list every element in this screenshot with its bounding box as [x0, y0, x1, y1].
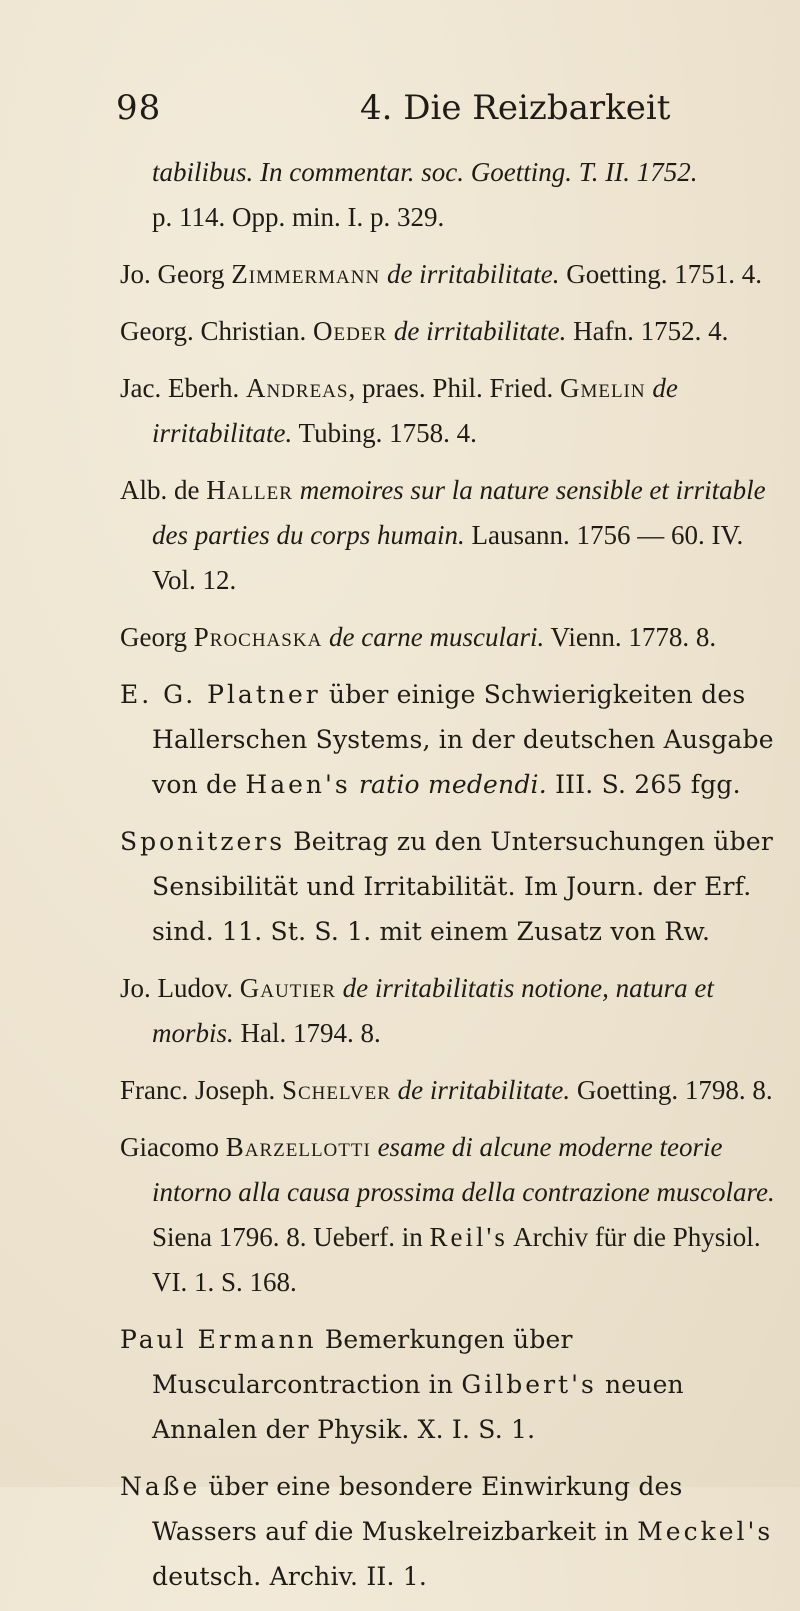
- entry-text: über einige Schwierigkeiten des Hallerschen Systems, in der deutschen Ausgabe von de: [152, 680, 774, 799]
- bibliography-entry: [120, 252, 790, 297]
- entry-text: p. 114. Opp. min. I. p. 329.: [152, 202, 445, 232]
- entry-text: Beitrag zu den Untersuchungen über Sensibilität und Irritabilität. Im Journ. der Erf. sind. 11. St. S. 1. mit einem Zusatz von Rw.: [152, 827, 774, 946]
- bibliography-list: [120, 150, 790, 1611]
- entry-text: Bemerkungen über Muscularcontraction in: [152, 1325, 573, 1399]
- entry-imprint: 1751. 4.: [674, 259, 762, 289]
- author-name: E. G. Platner: [120, 680, 321, 709]
- bibliography-entry: [120, 672, 790, 807]
- entry-imprint: Goetting.: [566, 259, 668, 289]
- entry-imprint: Hafn.: [573, 316, 634, 346]
- entry-title: ratio medendi.: [358, 770, 547, 799]
- entry-imprint: Vienn. 1778. 8.: [550, 622, 717, 652]
- author-first: Franc. Joseph.: [120, 1075, 276, 1105]
- author-first: Georg. Christian.: [120, 316, 307, 346]
- author-first: Georg: [120, 622, 187, 652]
- entry-title: de irritabilitate.: [393, 316, 567, 346]
- bibliography-entry: [120, 1125, 790, 1305]
- entry-imprint: Goetting. 1798. 8.: [576, 1075, 773, 1105]
- entry-imprint: Siena 1796. 8.: [152, 1222, 307, 1252]
- author-first: Jac. Eberh.: [120, 373, 240, 403]
- bibliography-entry: [120, 309, 790, 354]
- bibliography-entry: [120, 819, 790, 954]
- author-name: Sponitzers: [120, 827, 286, 856]
- author-name: Naße: [120, 1472, 201, 1501]
- page-number: 98: [116, 88, 162, 128]
- bibliography-entry: [120, 615, 790, 660]
- author-last: Zimmermann: [231, 259, 381, 289]
- entry-text: neuen Annalen der Physik. X. I. S. 1.: [152, 1370, 684, 1444]
- author-name: Gilbert's: [461, 1370, 597, 1399]
- author-first: Giacomo: [120, 1132, 219, 1162]
- author-name: Meckel's: [637, 1517, 774, 1546]
- bibliography-entry: [120, 468, 790, 603]
- entry-title: de irritabilitate.: [152, 373, 678, 448]
- entry-title: de irritabilitatis notione, natura et morbis.: [152, 973, 714, 1048]
- author-name: Paul Ermann: [120, 1325, 317, 1354]
- entry-text: tabilibus. In commentar. soc. Goetting. T. II. 1752.: [152, 157, 698, 187]
- author-name: Reil's: [429, 1222, 508, 1252]
- entry-title: esame di alcune moderne teorie intorno alla causa prossima della contrazione muscolare.: [152, 1132, 775, 1207]
- entry-title: de irritabilitate.: [386, 259, 560, 289]
- bibliography-entry-continuation: [120, 150, 790, 240]
- author-last: Prochaska: [193, 622, 323, 652]
- entry-text: deutsch. Archiv. II. 1.: [152, 1562, 428, 1591]
- entry-text: , praes. Phil. Fried.: [348, 373, 554, 403]
- entry-imprint: 1752. 4.: [640, 316, 729, 346]
- bibliography-entry: [120, 1464, 790, 1599]
- author-last: Andreas: [245, 373, 349, 403]
- entry-note: Ueberf. in: [313, 1222, 423, 1252]
- author-first: Jo. Georg: [120, 259, 225, 289]
- bibliography-entry: [120, 1068, 790, 1113]
- author-last: Barzellotti: [225, 1132, 371, 1162]
- author-last: Gautier: [239, 973, 336, 1003]
- entry-note: Archiv für die Physiol. VI. 1. S. 168.: [152, 1222, 761, 1297]
- author-first: Jo. Ludov.: [120, 973, 233, 1003]
- entry-imprint: Lausann. 1756 — 60. IV. Vol. 12.: [152, 520, 744, 595]
- bibliography-entry: [120, 366, 790, 456]
- entry-imprint: Hal. 1794. 8.: [240, 1018, 381, 1048]
- entry-title: de irritabilitate.: [397, 1075, 571, 1105]
- author-last: Schelver: [281, 1075, 391, 1105]
- bibliography-entry: [120, 1317, 790, 1452]
- author-last: Haller: [206, 475, 293, 505]
- running-head: 4. Die Reizbarkeit: [360, 88, 671, 128]
- author-last: Gmelin: [559, 373, 646, 403]
- author-last: Oeder: [312, 316, 388, 346]
- page-header: [0, 88, 800, 148]
- author-name: Haen's: [245, 770, 351, 799]
- entry-imprint: III. S. 265 fgg.: [555, 770, 741, 799]
- bibliography-entry: [120, 966, 790, 1056]
- entry-title: de carne musculari.: [329, 622, 545, 652]
- entry-imprint: Tubing. 1758. 4.: [298, 418, 477, 448]
- entry-text: über eine besondere Einwirkung des Wassers auf die Muskelreizbarkeit in: [152, 1472, 683, 1546]
- author-first: Alb. de: [120, 475, 200, 505]
- entry-title: memoires sur la nature sensible et irritable des parties du corps humain.: [152, 475, 766, 550]
